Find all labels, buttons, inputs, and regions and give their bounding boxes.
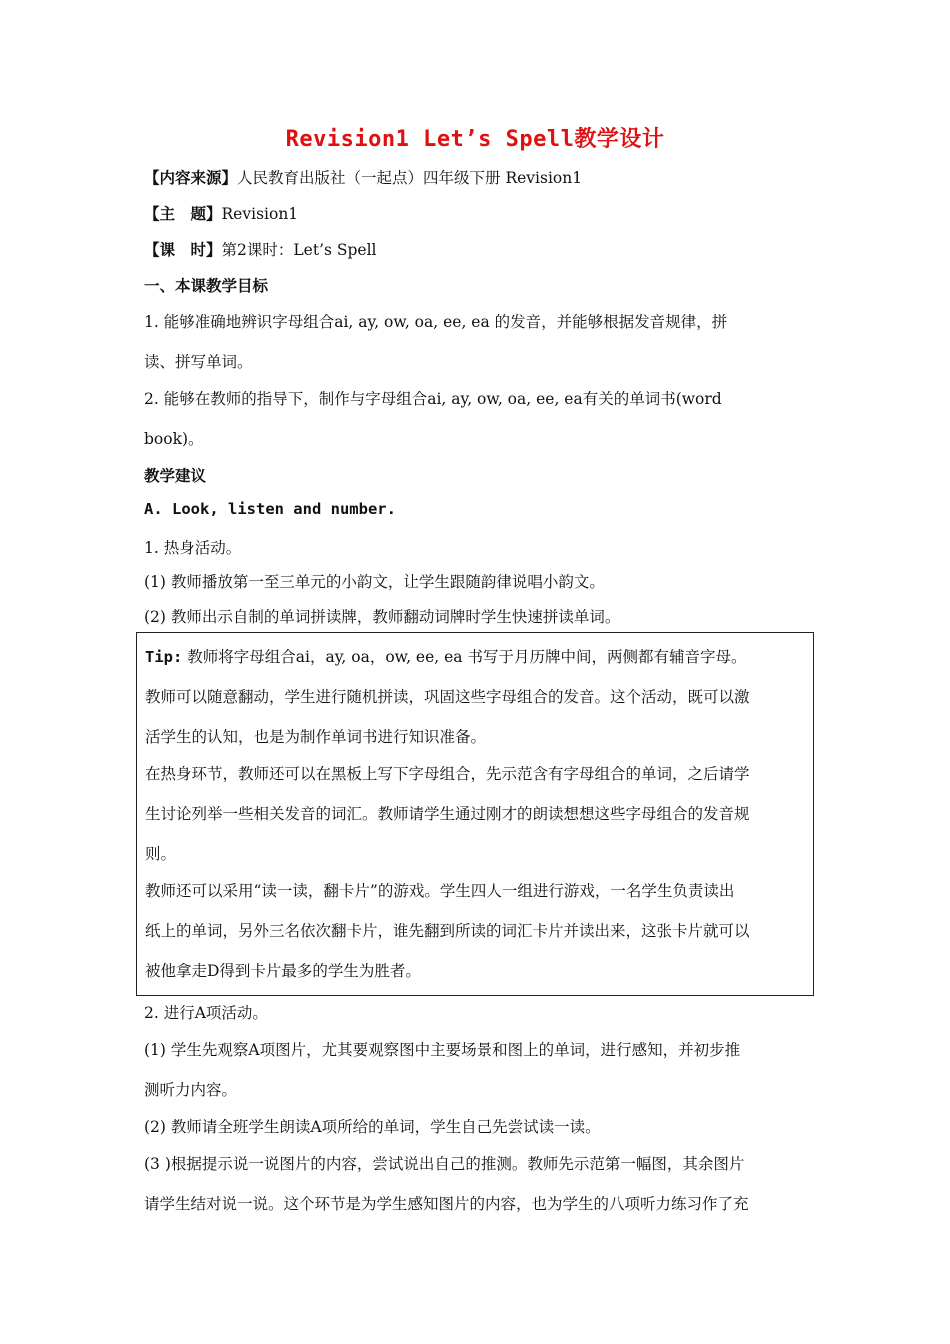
- step-1: 1. 热身活动。: [144, 539, 242, 557]
- source-value: 人民教育出版社（一起点）四年级下册 Revision1: [237, 169, 583, 187]
- tip-box: [136, 632, 814, 996]
- step-2: 2. 进行A项活动。: [144, 1004, 268, 1022]
- topic-label: 【主 题】: [144, 204, 222, 223]
- section-heading-suggestions: 教学建议: [144, 466, 207, 485]
- step-1-2: (2) 教师出示自制的单词拼读牌，教师翻动词牌时学生快速拼读单词。: [144, 608, 621, 626]
- document-title: Revision1 Let’s Spell教学设计: [285, 127, 665, 152]
- section-heading-goals: 一、本课教学目标: [144, 276, 269, 295]
- tip-p2-line-2: 生讨论列举一些相关发音的词汇。教师请学生通过刚才的朗读想想这些字母组合的发音规: [145, 805, 750, 823]
- step-2-2: (2) 教师请全班学生朗读A项所给的单词，学生自己先尝试读一读。: [144, 1118, 601, 1136]
- tip-p1-line-1: [145, 645, 746, 667]
- period-value: 第2课时：Let’s Spell: [221, 241, 377, 259]
- tip-p3-line-1: 教师还可以采用“读一读，翻卡片”的游戏。学生四人一组进行游戏，一名学生负责读出: [145, 882, 735, 900]
- tip-label: Tip:: [145, 648, 183, 666]
- goal-1-line-1: 1. 能够准确地辨识字母组合ai, ay, ow, oa, ee, ea 的发音，并能够根据发音规律，拼: [144, 313, 728, 331]
- step-2-3-line-2: 请学生结对说一说。这个环节是为学生感知图片的内容，也为学生的八项听力练习作了充: [144, 1195, 749, 1213]
- meta-period: [144, 238, 814, 260]
- step-2-1-line-2: 测听力内容。: [144, 1081, 238, 1099]
- tip-p2-line-1: 在热身环节，教师还可以在黑板上写下字母组合，先示范含有字母组合的单词，之后请学: [145, 765, 750, 783]
- part-a-heading: A. Look, listen and number.: [144, 500, 396, 518]
- goal-2-line-2: book)。: [144, 430, 204, 448]
- tip-p2-line-3: 则。: [145, 845, 177, 863]
- step-2-3-line-1: (3 )根据提示说一说图片的内容，尝试说出自己的推测。教师先示范第一幅图，其余图片: [144, 1155, 745, 1173]
- goal-2-line-1: 2. 能够在教师的指导下，制作与字母组合ai, ay, ow, oa, ee, ea有关的单词书(word: [144, 390, 722, 408]
- tip-p3-line-3: 被他拿走D得到卡片最多的学生为胜者。: [145, 962, 421, 980]
- step-2-1-line-1: (1) 学生先观察A项图片，尤其要观察图中主要场景和图上的单词，进行感知，并初步推: [144, 1041, 741, 1059]
- tip-p1-line-3: 活学生的认知，也是为制作单词书进行知识准备。: [145, 728, 487, 746]
- source-label: 【内容来源】: [144, 168, 238, 187]
- tip-p3-line-2: 纸上的单词，另外三名依次翻卡片，谁先翻到所读的词汇卡片并读出来，这张卡片就可以: [145, 922, 750, 940]
- meta-topic: [144, 202, 814, 224]
- tip-p1-line-1-text: 教师将字母组合ai，ay, oa，ow, ee, ea 书写于月历牌中间，两侧都有辅音字母。: [182, 648, 747, 666]
- topic-value: Revision1: [221, 205, 299, 223]
- period-label: 【课 时】: [144, 240, 222, 259]
- tip-p1-line-2: 教师可以随意翻动，学生进行随机拼读，巩固这些字母组合的发音。这个活动，既可以激: [145, 688, 750, 706]
- meta-source: [144, 166, 814, 188]
- step-1-1: (1) 教师播放第一至三单元的小韵文，让学生跟随韵律说唱小韵文。: [144, 573, 605, 591]
- goal-1-line-2: 读、拼写单词。: [144, 353, 253, 371]
